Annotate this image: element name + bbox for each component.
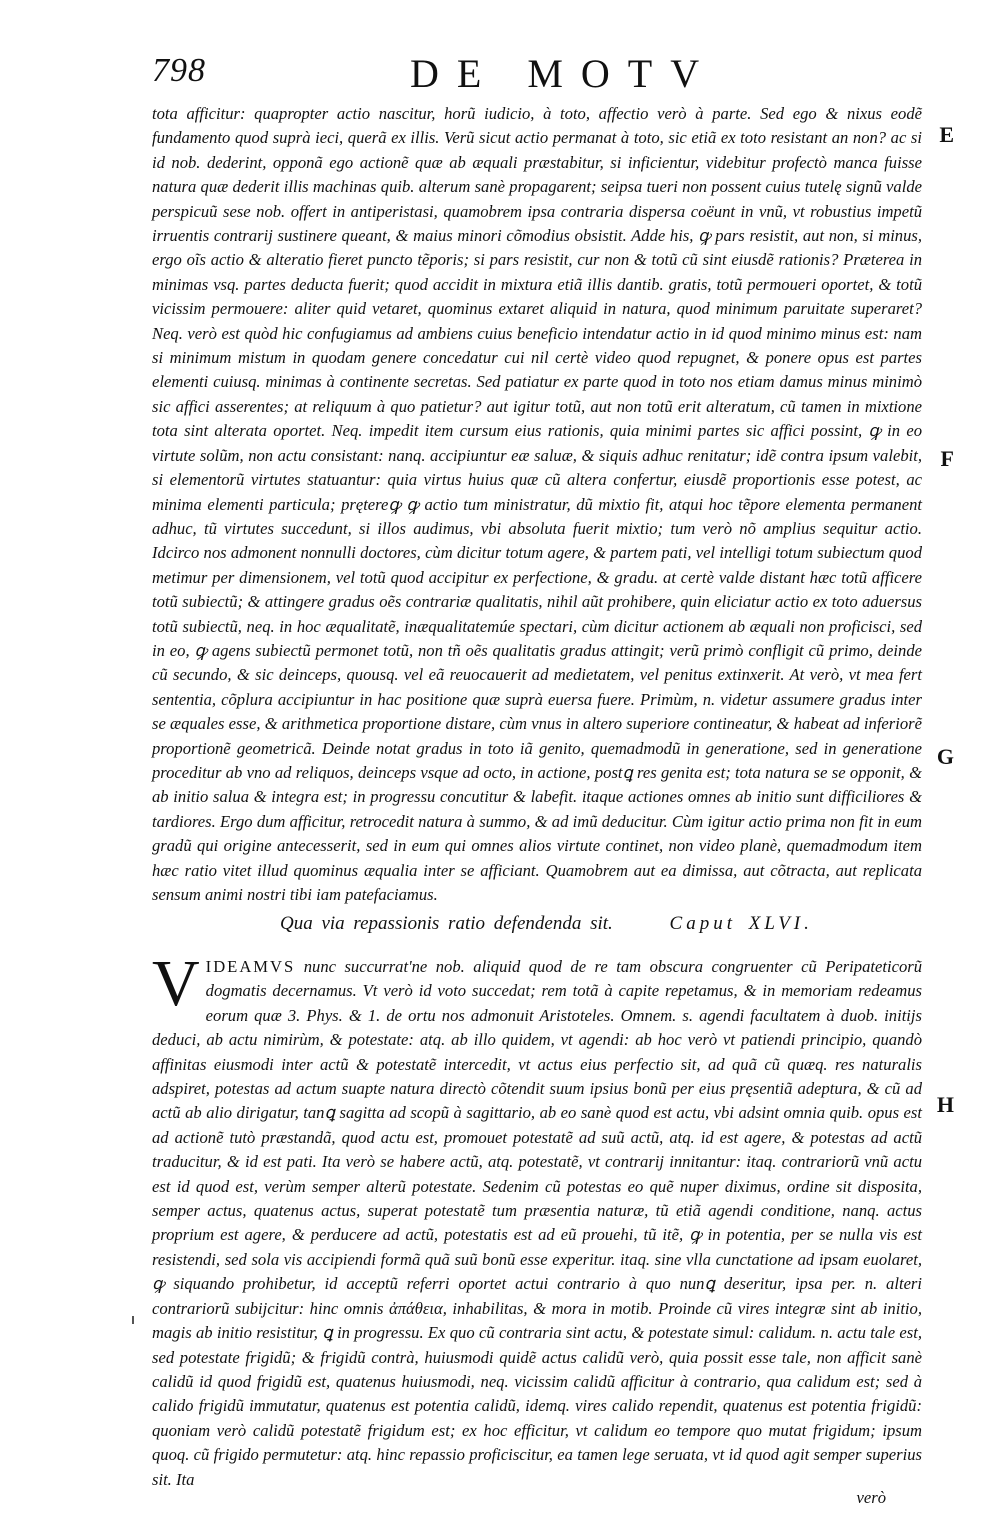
paragraph-body: nunc succurrat'ne nob. aliquid quod de re tam obscura congruenter cũ Peripateticorũ dogmatis decernamus. Vt verò id voto succedat; rem totã à capite repetamus, & in memoriam redeamus eorum quæ 3. Phys. & 1. de ortu nos admonuit Aristoteles. Omnem. s. agendi facultatem à duob. initijs deduci, ab actu nimirùm, & potestate: atq. ab illo quidem, vt agendi: ab hoc verò vt patiendi principio, quandò affinitas eiusmodi inter actũ & potestatẽ intercedit, vt actus eius perfectio sit, ad quã cũ quæq. res naturalis adspiret, potestas ad actum suapte natura directò cõtendit suum ipsius bonũ per eius pręsentiã adeptura, & cũ ad actũ ab alio dirigatur, tanꝗ sagitta ad scopũ à sagittario, ab eo sanè quod est actu, vbi adsint omnia quib. opus est ad actionẽ tutò præstandã, quod actu est, promouet potestatẽ ad suũ actũ, atq. id est agere, & potestas ad actũ traducitur, & id est pati. Ita verò se habere actũ, atq. potestatẽ, vt contrarij innitantur: itaq. contrariorũ vnũ actu est id quod est, verùm semper alterũ potestate. Sedenim cũ potestas eo quẽ nuper diximus, ordine sit disposita, semper actus, quatenus actus, superat potestatẽ tum præsentia naturæ, tũ etiã agendi conditione, nanq. actus proprium est agere, & perducere ad actũ, potestatis est ad eũ prouehi, tũ itẽ, ꝙ in potentia, per se nulla vis est resistendi, sed sola vis accipiendi formã quã suũ bonũ esse experitur. itaq. sine vlla cunctatione ad ipsam euolaret, ꝙ siquando prohibetur, id acceptũ referri oportet actui contrario à quo nunꝗ deseritur, ipsa per. n. alteri contrariorũ subijcitur: hinc omnis ἀπάθεια, inhabilitas, & mora in motib. Proinde cũ vires integræ sint ab initio, magis ab initio resistitur, ꝗ in progressu. Ex quo cũ contraria sint actu, & potestate simul: calidum. n. actu tale est, sed potestate frigidũ; & frigidũ contrà, huiusmodi quidẽ actus calidũ verò, quia possit esse tale, non afficit sanè calidũ id quod frigidũ est, quatenus huiusmodi, neq. vicissim calidũ afficitur à contrario, qua calidum est; sed à calido frigidũ immutatur, quatenus est potentia calidũ, idemq. vires calido rependit, quatenus est potentia frigidũ: quoniam verò calidũ potestatẽ frigidum est; ex hoc efficitur, vt calidum eo tempore quo mutat frigidum; ipsum quoq. cũ frigido permutetur: atq. hinc repassio proficiscitur, ea tamen lege seruata, vt id quod agit semper superius sit. Ita: [152, 957, 922, 1489]
chapter-title: Qua via repassionis ratio defendenda sit.: [280, 913, 613, 934]
margin-letter-e: E: [939, 122, 954, 147]
margin-letter-f: F: [940, 446, 954, 471]
chapter-heading: [280, 913, 813, 935]
lead-caps: IDEAMVS: [205, 957, 296, 976]
margin-letter-g: G: [936, 744, 954, 769]
catchword: verò: [856, 1488, 886, 1507]
page-number: 798: [152, 52, 206, 89]
chapter-label: Caput XLVI.: [669, 913, 813, 934]
margin-letter-h: H: [936, 1092, 954, 1117]
paragraph-first: [152, 102, 922, 907]
drop-cap: V: [152, 947, 200, 1020]
ink-mark: [132, 1316, 134, 1324]
paragraph-text: [152, 947, 922, 1492]
paragraph-second: [152, 947, 922, 1492]
running-title: DE MOTV: [410, 51, 718, 96]
paragraph-text: tota afficitur: quapropter actio nascitur, horũ iudicio, à toto, affectio verò à parte. Sed ego & nixus eodẽ fundamento quod suprà ieci, querã ex illis. Verũ sicut actio permanat à toto, sic etiã ex toto resistant an non? ac si id nob. dederint, opponã ego actionẽ quæ ab æquali præstabitur, si inficientur, videbitur profectò manca fuisse natura quæ dederit illis machinas quib. alterum sanè propagarent; seipsa tueri non possent cuius tutelę signũ valde perspicuũ sese nob. offert in antiperistasi, quamobrem ipsa contraria dispersa coëunt in vnũ, vt robustius impetũ irruentis contrarij sustinere queant, & maius minori cõmodius obsistit. Adde his, ꝙ pars resistit, aut non, si minus, ergo oĩs actio & alteratio fieret puncto tẽporis; si pars resistit, cur non & totũ cũ sint eiusdẽ rationis? Præterea in minimas vsq. partes deducta fuerit; quod accidit in mixtura etiã illis dantib. gratis, totũ permoueri oportet, & totũ vicissim permouere: aliter quid vetaret, quominus extaret aliquid in natura, quod minimum paruitate superaret? Neq. verò est quòd hic confugiamus ad ambiens cuius beneficio intendatur actio in id quod minimo minus est: nam si minimum mistum in quodam genere concedatur cui nil certè video quod repugnet, & ponere opus est partes elementi cuiusq. minimas à continente secretas. Sed patiatur ex parte quod in toto nos etiam damus minus minimò sic affici asserentes; at reliquum à quo patietur? aut igitur totũ, aut non totũ erit alteratum, cũ tamen in mixtione tota sint alterata oportet. Neq. impedit item cursum eius rationis, quia minimi partes sic affici possint, ꝙ in eo virtute solũm, non actu consistant: nanq. accipiuntur eæ saluæ, & siquis adhuc renitatur; idẽ contra ipsum valebit, si elementorũ virtutes statuantur: quia virtus huius quæ cũ altera confertur, eiusdẽ proportionis esse potest, ac minima elementi particula; prętereꝙ ꝙ actio tum ministratur, dũ mixtio fit, atqui hoc tẽpore elementa permanent adhuc, tũ virtutes succedunt, si illos audimus, vbi absoluta fuerit mixtio; tum verò nõ amplius sequitur actio. Idcirco nos admonent nonnulli doctores, cùm dicitur totum agere, & partem pati, vel intelligi totum subiectum quod metimur per dimensionem, vel totũ quod accipitur ex perfectione, & gradu. at certè valde distant hæc totũ afficere totũ subiectũ; & attingere gradus oẽs contrariæ qualitatis, nihil aũt prohibere, quin eliciatur actio ex toto aduersus totũ subiectũ, neq. in hoc æqualitatẽ, inæqualitatemúe spectari, cùm dicitur actionem ab æquali non proficisci, sed in eo, ꝙ agens subiectũ permonet totũ, non tñ oẽs qualitatis gradus attingit; verũ primò confligit cũ primo, deinde cũ secundo, & sic deinceps, quousq. vel eã reuocauerit ad medietatem, vel penitus extinxerit. At verò, vt mea fert sententia, cõplura accipiuntur in hac positione quæ suprà euersa fuere. Primùm, n. videtur assumere gradus inter se æquales esse, & arithmetica proportione distare, cùm vnus in altero superiore contineatur, & habeat ad inferiorẽ proportionẽ geometricã. Deinde notat gradus in toto iã genito, quemadmodũ in generatione, sed in generatione proceditur ab vno ad reliquos, deinceps vsque ad octo, in actione, postꝗ res genita est; tota natura se se opponit, & ab initio salua & integra est; in progressu concutitur & labefit. itaque actiones omnes ab initio sunt difficiliores & tardiores. Ergo dum afficitur, retrocedit natura à summo, & ad imũ deducitur. Cùm igitur actio prima non fit in eum gradũ qui origine antecesserit, sed in eum qui omnes alios virtute continet, non video planè, quemadmodum item hæc ratio vitet illud quominus æqualia inter se afficiant. Quamobrem aut ea dimissa, aut cõtracta, aut replicata sensum animi nostri tibi iam patefaciamus.: [152, 104, 922, 904]
